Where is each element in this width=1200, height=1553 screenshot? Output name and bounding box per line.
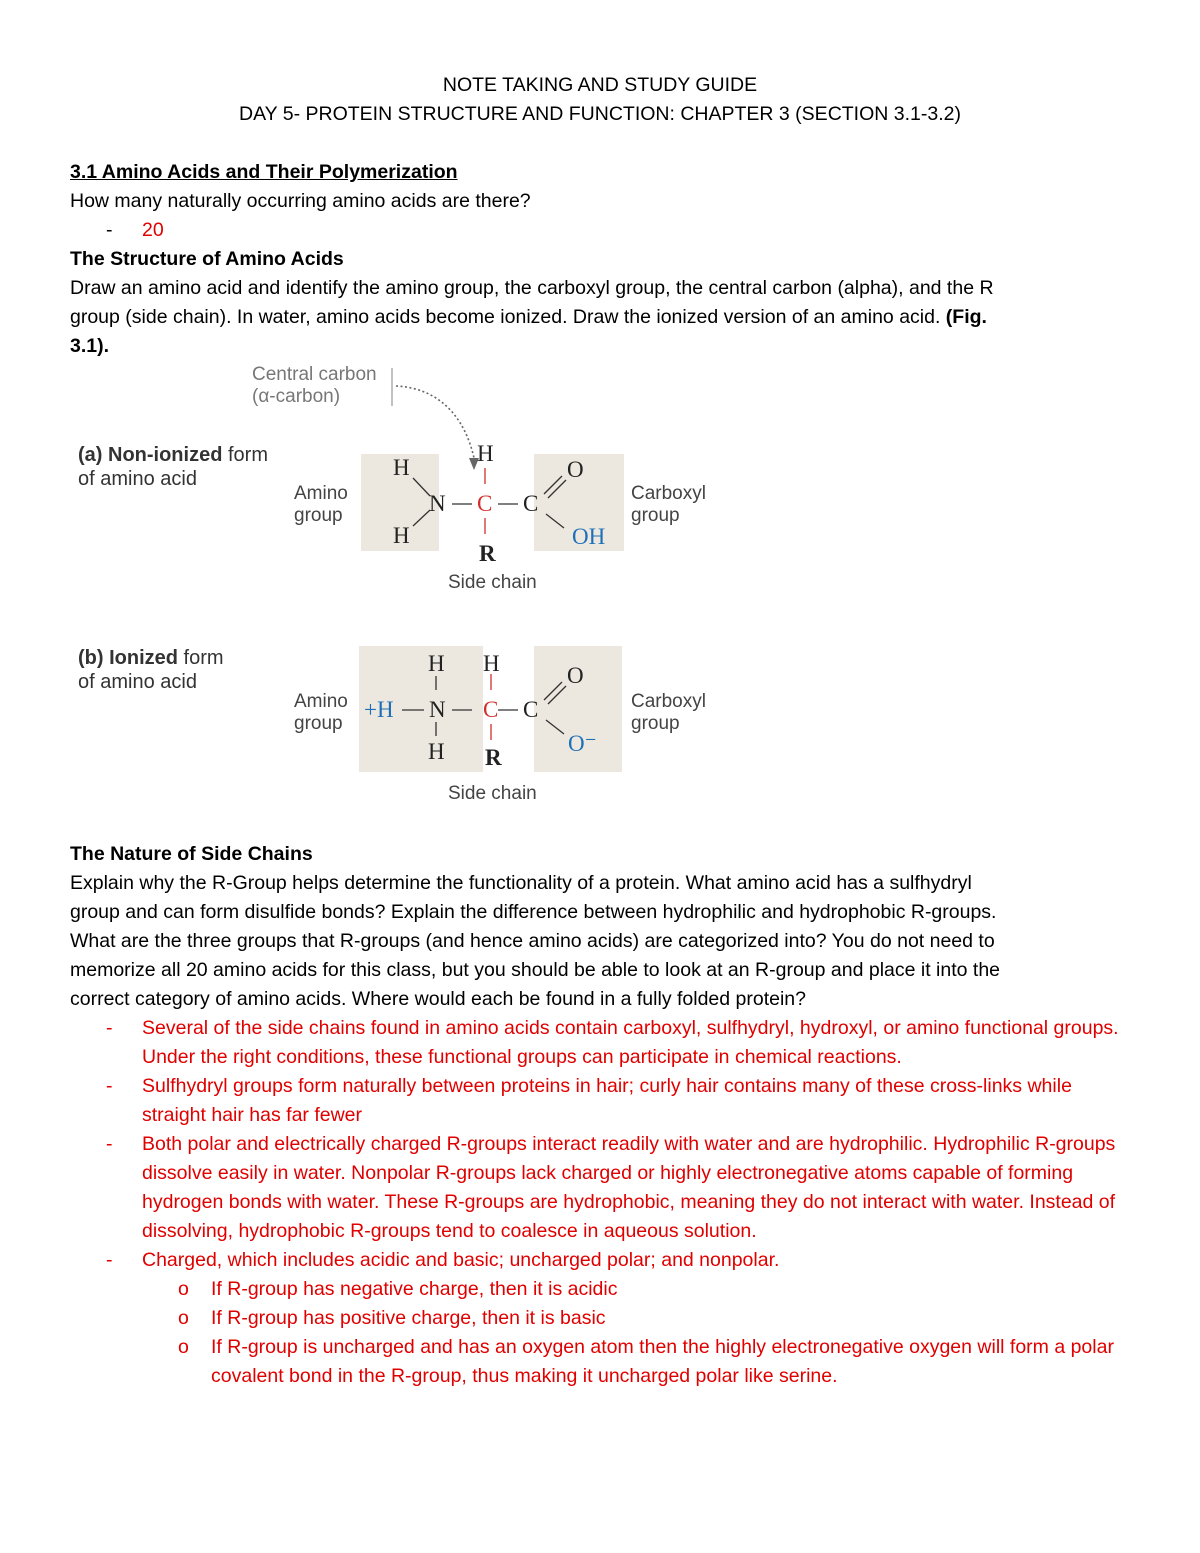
atom-b-n: N [429, 697, 446, 722]
dash-marker: - [106, 1017, 113, 1039]
atom-b-o: O [567, 663, 584, 688]
answer-amino-count [70, 216, 1130, 245]
label-a-suffix: form [222, 444, 268, 466]
circle-bullet: o [178, 1336, 189, 1358]
pointer-arrow [396, 386, 474, 458]
atom-b-c-carboxyl: C [523, 697, 539, 722]
sub-answer-item [70, 1333, 1130, 1391]
carboxyl-group-label-b: Carboxyl [631, 691, 706, 712]
structure-prompt-line2 [70, 303, 1130, 332]
question-amino-count: How many naturally occurring amino acids are there? [70, 190, 531, 212]
doc-subtitle: DAY 5- PROTEIN STRUCTURE AND FUNCTION: CHAPTER 3 (SECTION 3.1-3.2) [239, 103, 961, 125]
label-b-suffix: form [177, 647, 224, 669]
atom-a-h-bottom-left: H [393, 523, 410, 548]
bond-a-h-n-top [413, 478, 430, 496]
atom-a-o: O [567, 457, 584, 482]
label-a-bold: (a) Non-ionized [78, 444, 223, 466]
bond-a-h-n-bottom [413, 510, 430, 526]
atom-b-h-top-left: H [428, 651, 445, 676]
section-heading-3-1: 3.1 Amino Acids and Their Polymerization [70, 161, 458, 183]
bond-a-c-o-2 [548, 480, 566, 498]
answer-item [70, 1246, 1130, 1275]
label-a-line2: of amino acid [78, 468, 197, 490]
amino-group-label-b2: group [294, 713, 343, 734]
atom-a-h-top-left: H [393, 455, 410, 480]
answer-item [70, 1014, 1130, 1072]
label-b-bold: (b) Ionized [78, 647, 178, 669]
dash-marker: - [106, 1133, 113, 1155]
bond-b-c-o-minus [546, 720, 564, 734]
prompt-line: group and can form disulfide bonds? Explain the difference between hydrophilic and hydrophobic R-groups. [70, 901, 997, 923]
side-chains-prompt [70, 869, 1130, 1014]
side-chains-heading: The Nature of Side Chains [70, 843, 313, 865]
atom-b-o-minus: O⁻ [568, 731, 597, 756]
dash-marker: - [106, 1075, 113, 1097]
structure-prompt-line1: Draw an amino acid and identify the amino group, the carboxyl group, the central carbon (alpha), and the R [70, 277, 994, 299]
dash-marker: - [106, 1249, 113, 1271]
answer-item [70, 1072, 1130, 1130]
prompt-line: Explain why the R-Group helps determine the functionality of a protein. What amino acid has a sulfhydryl [70, 872, 972, 894]
bond-b-c-o-1 [544, 682, 562, 700]
side-chain-label-a: Side chain [448, 572, 537, 593]
central-carbon-label: Central carbon [252, 364, 377, 385]
atom-a-n: N [429, 491, 446, 516]
fig-ref: (Fig. [945, 306, 987, 328]
answer-text: 20 [142, 219, 164, 241]
sub-answer-item [70, 1304, 1130, 1333]
atom-a-c-carboxyl: C [523, 491, 539, 516]
label-b-line2: of amino acid [78, 671, 197, 693]
answer-text: Both polar and electrically charged R-groups interact readily with water and are hydrophilic. Hydrophilic R-groups dissolve easily in water. Nonpolar R-groups lack charged or highly electronegative atoms capable of forming hydrogen bonds with water. These R-groups are hydrophobic, meaning they do not interact with water. Instead of dissolving, hydrophobic R-groups tend to coalesce in aqueous solution. [142, 1133, 1116, 1242]
atom-b-h-plus: +H [364, 697, 394, 722]
structure-prompt-text: group (side chain). In water, amino acids become ionized. Draw the ionized version of an amino acid. [70, 306, 946, 328]
atom-b-r: R [485, 745, 502, 770]
prompt-line: correct category of amino acids. Where would each be found in a fully folded protein? [70, 988, 807, 1010]
atom-a-oh: OH [572, 524, 606, 549]
prompt-line: What are the three groups that R-groups (and hence amino acids) are categorized into? You do not need to [70, 930, 995, 952]
structure-heading: The Structure of Amino Acids [70, 248, 344, 270]
atom-a-h-top: H [477, 441, 494, 466]
carboxyl-group-label-a: Carboxyl [631, 483, 706, 504]
answer-text: Sulfhydryl groups form naturally between proteins in hair; curly hair contains many of these cross-links while straight hair has far fewer [142, 1075, 1072, 1126]
amino-acid-figure [70, 358, 770, 808]
structure-prompt-line3: 3.1). [70, 335, 110, 357]
answer-list [70, 1014, 1130, 1391]
carboxyl-group-label-a2: group [631, 505, 680, 526]
amino-group-label-a: Amino [294, 483, 348, 504]
sub-answer-item [70, 1275, 1130, 1304]
carboxyl-group-label-b2: group [631, 713, 680, 734]
bond-b-c-o-2 [548, 686, 566, 704]
bond-drawing [70, 358, 770, 808]
bond-a-c-o-1 [544, 476, 562, 494]
alpha-carbon-label: (α-carbon) [252, 386, 341, 407]
atom-b-h-bottom: H [428, 739, 445, 764]
sub-answer-text: If R-group has positive charge, then it is basic [211, 1307, 606, 1329]
sub-answer-text: If R-group has negative charge, then it is acidic [211, 1278, 618, 1300]
answer-text: Several of the side chains found in amino acids contain carboxyl, sulfhydryl, hydroxyl, or amino functional groups. Under the right conditions, these functional groups can participate in chemical reactions. [142, 1017, 1119, 1068]
side-chain-label-b: Side chain [448, 783, 537, 804]
circle-bullet: o [178, 1307, 189, 1329]
bond-a-c-oh [546, 514, 564, 528]
prompt-line: memorize all 20 amino acids for this class, but you should be able to look at an R-group and place it into the [70, 959, 1001, 981]
doc-title: NOTE TAKING AND STUDY GUIDE [442, 74, 758, 96]
dash-marker: - [106, 219, 113, 241]
atom-b-h-top: H [483, 651, 500, 676]
atom-a-r: R [479, 541, 496, 566]
amino-group-label-b: Amino [294, 691, 348, 712]
circle-bullet: o [178, 1278, 189, 1300]
atom-b-c-alpha: C [483, 697, 499, 722]
amino-group-label-a2: group [294, 505, 343, 526]
answer-text: Charged, which includes acidic and basic; uncharged polar; and nonpolar. [142, 1249, 780, 1271]
sub-answer-text: If R-group is uncharged and has an oxygen atom then the highly electronegative oxygen will form a polar covalent bond in the R-group, thus making it uncharged polar like serine. [211, 1336, 1114, 1387]
answer-item [70, 1130, 1130, 1246]
atom-a-c-alpha: C [477, 491, 493, 516]
